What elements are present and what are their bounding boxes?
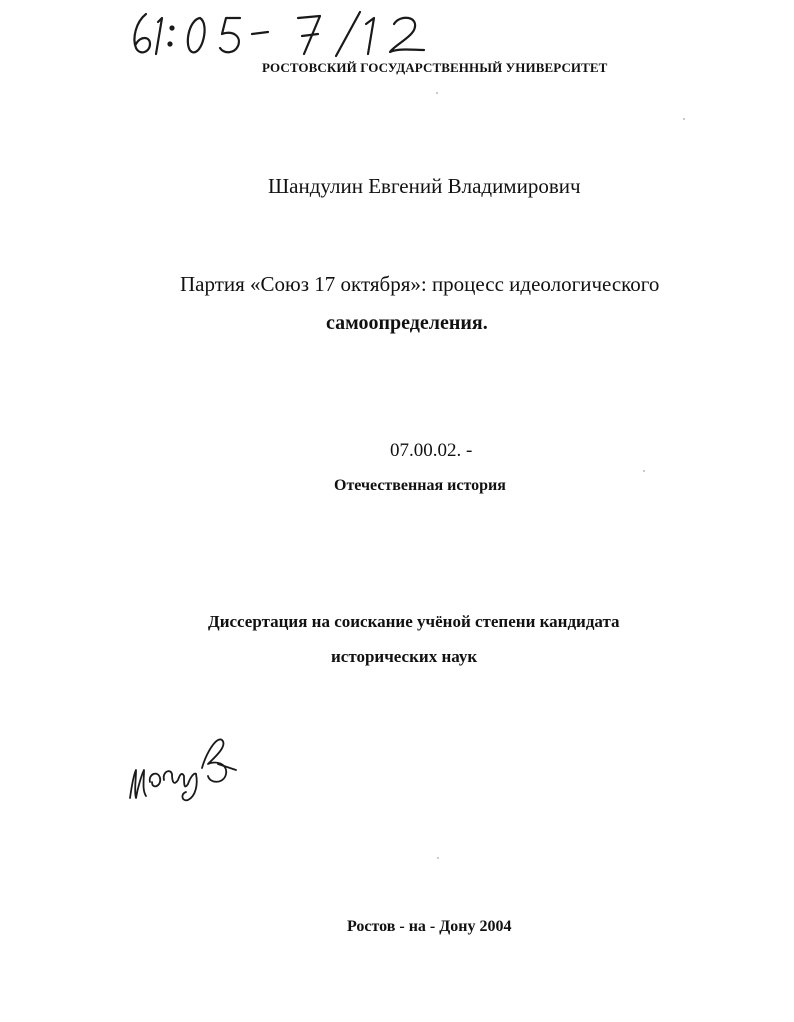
university-name: РОСТОВСКИЙ ГОСУДАРСТВЕННЫЙ УНИВЕРСИТЕТ bbox=[262, 60, 608, 75]
archive-number-handwriting bbox=[128, 8, 438, 60]
archive-number bbox=[128, 8, 438, 60]
city-and-year: Ростов - на - Дону 2004 bbox=[347, 918, 512, 935]
scan-speck bbox=[437, 857, 439, 859]
scan-speck bbox=[643, 470, 645, 472]
dissertation-title-line1: Партия «Союз 17 октября»: процесс идеологического bbox=[180, 272, 660, 296]
scan-speck bbox=[683, 118, 685, 120]
degree-statement-line2: исторических наук bbox=[331, 647, 478, 666]
dissertation-title-line2: самоопределения. bbox=[326, 312, 488, 334]
specialty-name: Отечественная история bbox=[334, 477, 506, 494]
author-name: Шандулин Евгений Владимирович bbox=[268, 174, 581, 198]
degree-statement-line1: Диссертация на соискание учёной степени кандидата bbox=[208, 612, 620, 631]
scan-speck bbox=[436, 92, 438, 94]
handwritten-signature-icon bbox=[124, 728, 240, 813]
specialty-code: 07.00.02. - bbox=[390, 440, 473, 461]
